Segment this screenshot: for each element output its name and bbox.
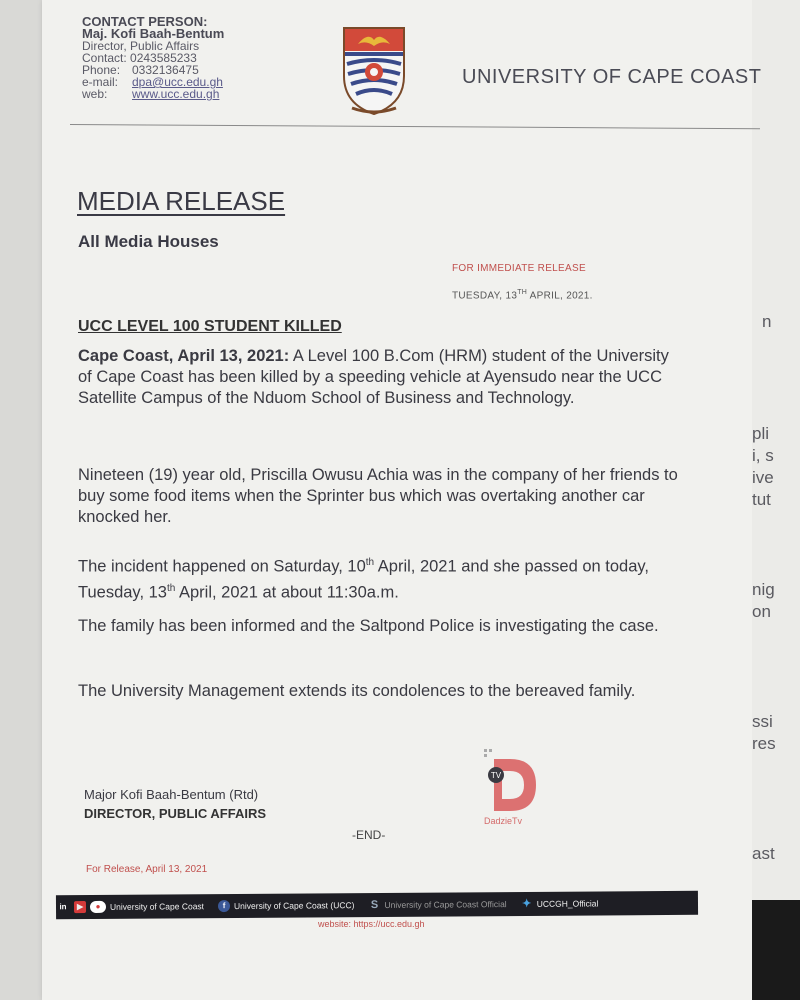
edge-fragment: res — [752, 734, 776, 753]
edge-fragment: pli — [752, 424, 770, 443]
headline: UCC LEVEL 100 STUDENT KILLED — [78, 318, 342, 335]
media-release-title: MEDIA RELEASE — [77, 186, 286, 216]
signatory-title: DIRECTOR, PUBLIC AFFAIRS — [84, 806, 267, 821]
watermark-text: DadzieTv — [484, 816, 523, 826]
edge-fragment: ast — [752, 844, 775, 863]
immediate-release-label: FOR IMMEDIATE RELEASE — [452, 263, 586, 274]
skype-icon: S — [370, 898, 379, 912]
footer-skype[interactable] — [368, 898, 506, 911]
phone-label: Phone: — [82, 63, 121, 77]
dadzietv-watermark-icon — [480, 745, 542, 817]
footer-twitter-label: UCCGH_Official — [536, 898, 599, 909]
edge-fragment: i, s — [752, 446, 774, 465]
phone-value: 0332136475 — [132, 63, 199, 77]
footer-linkedin-youtube[interactable] — [56, 900, 204, 913]
edge-fragment: tut — [752, 490, 771, 509]
edge-fragment: nig — [752, 580, 775, 599]
edge-fragment: n — [762, 312, 772, 331]
edge-fragment: on — [752, 602, 771, 621]
footer-website[interactable]: website: https://ucc.edu.gh — [318, 919, 425, 929]
footer-facebook[interactable] — [218, 899, 355, 912]
contact-block — [82, 16, 224, 100]
paragraph-3: The incident happened on Saturday, 10th April, 2021 and she passed on today, Tuesday, 13th April, 2021 at about 11:30a.m. — [78, 557, 649, 601]
flickr-icon: ● — [90, 901, 106, 913]
footer-youtube-label: University of Cape Coast — [109, 901, 205, 912]
paragraph-1: Cape Coast, April 13, 2021: A Level 100 B.Com (HRM) student of the University of Cape Coast has been killed by a speeding vehicle at Ayensudo near the UCC Satellite Campus of the Nduom School of Business and Technology. — [78, 347, 669, 407]
paragraph-5: The University Management extends its condolences to the bereaved family. — [78, 682, 636, 700]
university-crest-icon — [338, 24, 410, 118]
contact-role: Director, Public Affairs — [82, 39, 200, 53]
youtube-icon: ▶ — [74, 901, 86, 913]
release-date: TUESDAY, 13TH APRIL, 2021. — [452, 289, 593, 302]
web-label: web: — [82, 87, 108, 101]
email-link[interactable]: dpa@ucc.edu.gh — [132, 75, 223, 89]
watermark-badge: TV — [490, 771, 502, 780]
university-name: UNIVERSITY OF CAPE COAST — [462, 66, 762, 88]
edge-fragment: ssi — [752, 712, 773, 731]
contact-heading: CONTACT PERSON: — [82, 14, 208, 29]
signatory-name: Major Kofi Baah-Bentum (Rtd) — [84, 787, 259, 802]
social-footer-bar — [56, 891, 698, 919]
paragraph-2: Nineteen (19) year old, Priscilla Owusu Achia was in the company of her friends to buy some food items when the Sprinter bus which was overtaking another car knocked her. — [78, 466, 678, 526]
end-marker: -END- — [352, 828, 386, 842]
email-label: e-mail: — [82, 75, 119, 89]
contact-name: Maj. Kofi Baah-Bentum — [82, 26, 225, 41]
audience-line: All Media Houses — [78, 232, 219, 251]
paragraph-4: The family has been informed and the Saltpond Police is investigating the case. — [78, 617, 659, 635]
footer-skype-label: University of Cape Coast Official — [384, 899, 507, 910]
dark-background-corner — [752, 900, 800, 1000]
web-link[interactable]: www.ucc.edu.gh — [132, 87, 220, 101]
facebook-icon: f — [218, 900, 230, 912]
for-release-note: For Release, April 13, 2021 — [86, 864, 208, 875]
linkedin-icon: in — [59, 902, 67, 912]
edge-fragment: ive — [752, 468, 774, 487]
footer-twitter[interactable] — [521, 897, 599, 910]
twitter-icon: ✦ — [522, 897, 532, 910]
footer-facebook-label: University of Cape Coast (UCC) — [233, 900, 355, 911]
contact-line: Contact: 0243585233 — [82, 51, 197, 65]
